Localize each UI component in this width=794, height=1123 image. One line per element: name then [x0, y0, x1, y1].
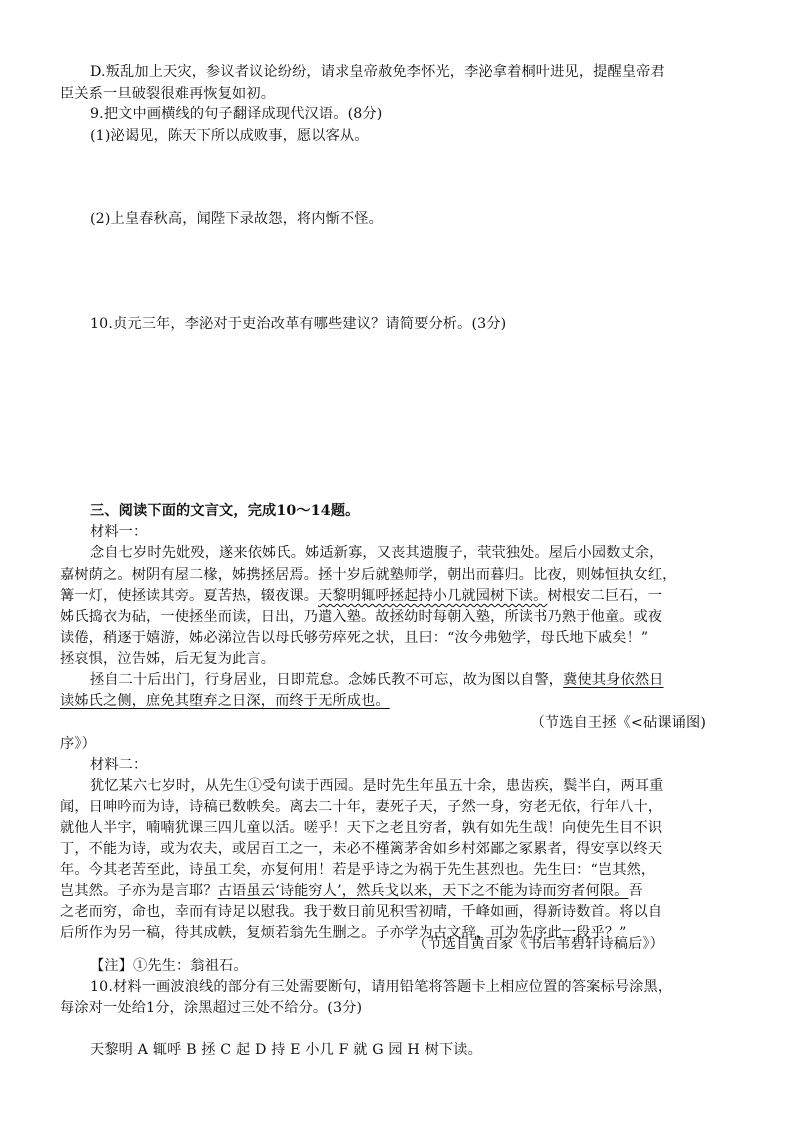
m1-line8: [60, 691, 740, 712]
m1-line2: 嘉树荫之。树阴有屋二椽，姊携拯居焉。拯十岁后就塾师学，朝出而暮归。比夜，则姊恒执女红，: [60, 567, 677, 583]
q10-prev-stem: 10.贞元三年，李泌对于吏治改革有哪些建议？请简要分析。(3分): [90, 316, 507, 332]
m1-wavy-sentence: 天黎明辄呼拯起持小几就园树下读。: [318, 588, 548, 604]
section3-heading: 三、阅读下面的文言文，完成10～14题。: [90, 503, 360, 519]
material2-label: 材料二：: [90, 757, 148, 773]
m1-line3-c: 树根安二巨石，一: [547, 588, 663, 604]
m1-line4: 姊氏捣衣为砧，一使拯坐而读，日出，乃遣入塾。故拯幼时每朝入塾，所读书乃熟于他童。或夜: [60, 609, 663, 625]
q10-answer-line: 天黎明 A 辄呼 B 拯 C 起 D 持 E 小几 F 就 G 园 H 树下读。: [90, 1042, 482, 1058]
annotation-note: 【注】①先生：翁祖石。: [90, 958, 248, 974]
m1-line3-a: 篝一灯，使拯读其旁。夏苦热，辍夜课。: [60, 588, 319, 604]
m2-line5: 年。今其老苦至此，诗虽工矣，亦复何用！若是乎诗之为祸于先生甚烈也。先生曰：“岂其然，: [60, 862, 656, 878]
q8-option-d-line1: D.叛乱加上天灾，参议者议论纷纷，请求皇帝赦免李怀光，李泌拿着桐叶进见，提醒皇帝君: [90, 64, 665, 80]
q8-option-d-line2: 臣关系一旦破裂很难再恢复如初。: [60, 86, 276, 102]
m2-line8: 后所作为另一稿，待其成帙，复烦若翁先生删之。子亦学为古文辞，可为先序此一段乎？”: [60, 925, 627, 941]
m2-line6: [60, 881, 740, 902]
m2-line1: 犹忆某六七岁时，从先生①受句读于西园。是时先生年虽五十余，患齿疾，鬓半白，两耳重: [90, 778, 664, 794]
q9-stem: 9.把文中画横线的句子翻译成现代汉语。(8分): [90, 106, 383, 122]
m2-line6-a: 岂其然。子亦为是言耶？: [60, 883, 218, 899]
m1-line3: [60, 586, 740, 607]
m1-line5: 读倦，稍逐于嬉游，姊必涕泣告以母氏够劳瘁死之状，且曰：“汝今弗勉学，母氏地下戚矣！”: [60, 630, 649, 646]
m2-line4: 丁，不能为诗，或为农夫，或居百工之一，未必不槿篱茅舍如乡村郊鄙之冢累者，得安享以终天: [60, 841, 663, 857]
m1-underlined-sentence-2: 读姊氏之侧，庶免其堕弃之日深，而终于无所成也。: [60, 693, 390, 709]
m1-line6: 拯哀惧，泣告姊，后无复为此言。: [60, 651, 276, 667]
m1-source-line1: （节选自王拯《<砧课诵图): [530, 715, 706, 731]
q10-stem-line1: 10.材料一画波浪线的部分有三处需要断句，请用铅笔将答题卡上相应位置的答案标号涂黑，: [90, 979, 673, 995]
material1-label: 材料一：: [90, 524, 148, 540]
q10-stem-line2: 每涂对一处给1分，涂黑超过三处不给分。(3分): [60, 1000, 363, 1016]
q9-item2: (2)上皇春秋高，闻陛下录故怨，将内惭不怪。: [90, 211, 383, 227]
m2-source: （节选自黄百家《书后苇碧轩诗稿后》）: [413, 936, 664, 952]
m1-line7-a: 拯自二十后出门，行身居业，日即荒怠。念姊氏教不可忘，故为图以自警，: [90, 672, 564, 688]
m2-line6-c: 吾: [628, 883, 643, 899]
m1-underlined-sentence-1: 冀使其身依然日: [563, 672, 664, 688]
m2-line2: 闻，日呻吟而为诗，诗稿已数帙矣。离去二十年，妻死子天，子然一身，穷老无依，行年八十，: [60, 799, 663, 815]
m1-source-line2: 序》）: [60, 736, 96, 752]
m1-line1: 念自七岁时先妣殁，遂来依姊氏。姊适新寡，又丧其遗腹子，茕茕独处。屋后小园数丈余，: [90, 545, 664, 561]
m2-line7: 之老而穷，命也，幸而有诗足以慰我。我于数日前见积雪初晴，千峰如画，得新诗数首。将以自: [60, 904, 663, 920]
m2-underlined-sentence: 古语虽云‘诗能穷人’，然兵戈以来，天下之不能为诗而穷者何限。: [217, 883, 629, 899]
m2-line3: 就他人半宇，喃喃犹课三四儿童以活。嗟乎！天下之老且穷者，孰有如先生哉！向使先生目不识: [60, 820, 663, 836]
q9-item1: (1)泌谒见，陈天下所以成败事，愿以客从。: [90, 128, 369, 144]
m1-line7: [90, 670, 740, 691]
